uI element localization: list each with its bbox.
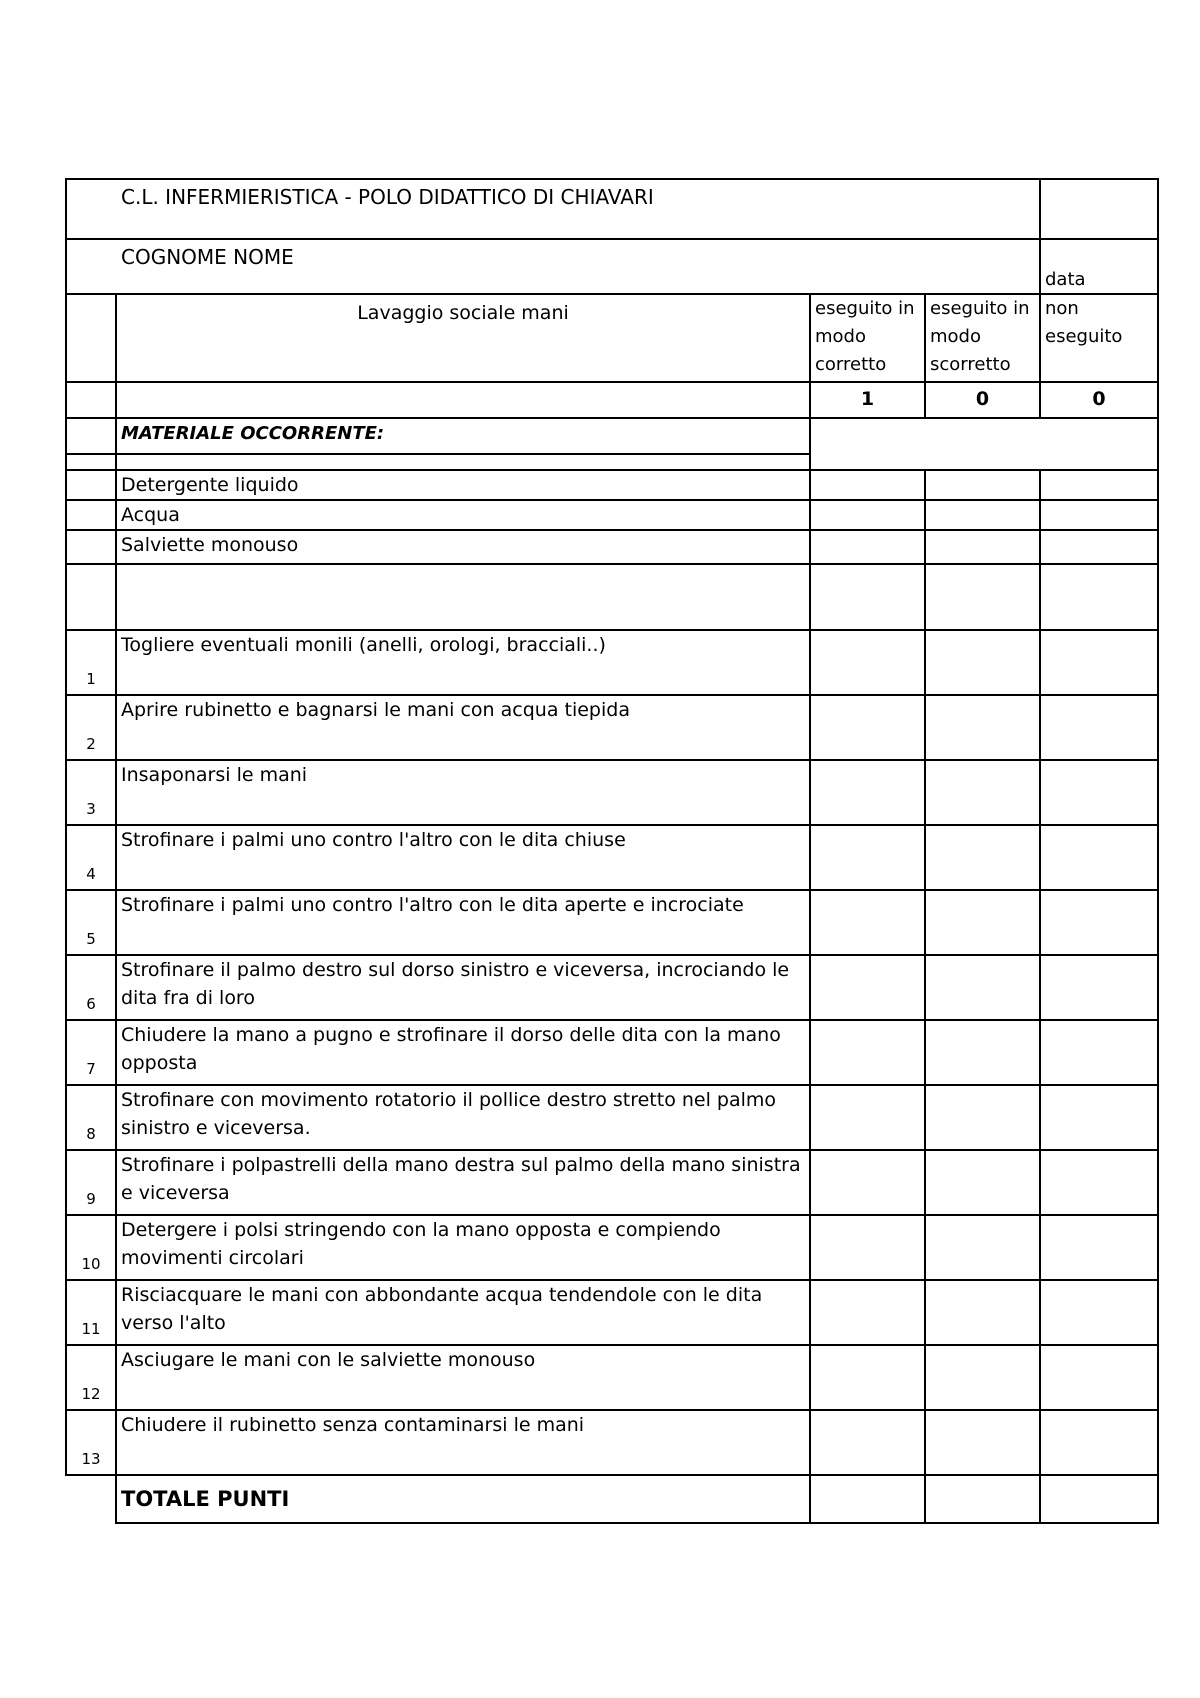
step-number: 2 <box>66 695 116 760</box>
step-number: 9 <box>66 1150 116 1215</box>
check-not-done-cell[interactable] <box>1040 470 1158 500</box>
col-incorrect-header: eseguito in modo scorretto <box>925 294 1040 382</box>
step-number: 4 <box>66 825 116 890</box>
total-correct-cell[interactable] <box>810 1475 925 1523</box>
step-row <box>66 630 1158 695</box>
step-number: 5 <box>66 890 116 955</box>
step-number: 1 <box>66 630 116 695</box>
step-row <box>66 1020 1158 1085</box>
total-not-done-cell[interactable] <box>1040 1475 1158 1523</box>
materials-merged-cell <box>810 418 1158 470</box>
blank-cell <box>66 530 116 564</box>
step-text: Strofinare il palmo destro sul dorso sinistro e viceversa, incrociando le dita fra di loro <box>116 955 810 1020</box>
total-label: TOTALE PUNTI <box>116 1475 810 1523</box>
blank-cell <box>66 294 116 382</box>
blank-cell <box>66 470 116 500</box>
step-text: Insaponarsi le mani <box>116 760 810 825</box>
step-row <box>66 1150 1158 1215</box>
header-blank-cell <box>1040 179 1158 239</box>
evaluation-table <box>65 178 1159 1524</box>
step-row <box>66 825 1158 890</box>
step-row <box>66 1345 1158 1410</box>
check-incorrect-cell[interactable] <box>925 630 1040 695</box>
material-row <box>66 500 1158 530</box>
material-row <box>66 470 1158 500</box>
blank-cell <box>66 418 116 454</box>
step-text: Chiudere il rubinetto senza contaminarsi le mani <box>116 1410 810 1475</box>
blank-cell <box>66 500 116 530</box>
blank-cell <box>66 454 116 470</box>
total-row <box>66 1475 1158 1523</box>
check-incorrect-cell[interactable] <box>925 530 1040 564</box>
material-item: Salviette monouso <box>116 530 810 564</box>
check-correct-cell[interactable] <box>810 890 925 955</box>
step-number: 8 <box>66 1085 116 1150</box>
check-not-done-cell[interactable] <box>1040 955 1158 1020</box>
check-correct-cell[interactable] <box>810 1150 925 1215</box>
step-row <box>66 1280 1158 1345</box>
check-incorrect-cell[interactable] <box>925 1150 1040 1215</box>
check-incorrect-cell[interactable] <box>925 1410 1040 1475</box>
check-incorrect-cell[interactable] <box>925 1215 1040 1280</box>
blank-cell <box>810 564 925 630</box>
step-row <box>66 1410 1158 1475</box>
step-text: Strofinare i palmi uno contro l'altro con le dita aperte e incrociate <box>116 890 810 955</box>
check-correct-cell[interactable] <box>810 695 925 760</box>
col-not-done-header: non eseguito <box>1040 294 1158 382</box>
check-incorrect-cell[interactable] <box>925 695 1040 760</box>
material-row <box>66 530 1158 564</box>
blank-cell <box>925 564 1040 630</box>
check-incorrect-cell[interactable] <box>925 1280 1040 1345</box>
check-correct-cell[interactable] <box>810 1215 925 1280</box>
check-not-done-cell[interactable] <box>1040 825 1158 890</box>
blank-cell <box>116 454 810 470</box>
check-not-done-cell[interactable] <box>1040 530 1158 564</box>
blank-cell <box>116 382 810 418</box>
blank-cell <box>1040 564 1158 630</box>
step-text: Risciacquare le mani con abbondante acqua tendendole con le dita verso l'alto <box>116 1280 810 1345</box>
check-incorrect-cell[interactable] <box>925 760 1040 825</box>
procedure-title: Lavaggio sociale mani <box>116 294 810 382</box>
check-correct-cell[interactable] <box>810 500 925 530</box>
step-number: 10 <box>66 1215 116 1280</box>
blank-cell <box>66 382 116 418</box>
check-not-done-cell[interactable] <box>1040 1020 1158 1085</box>
materials-heading: MATERIALE OCCORRENTE: <box>116 418 810 454</box>
name-label: COGNOME NOME <box>66 239 1040 294</box>
step-row <box>66 890 1158 955</box>
check-correct-cell[interactable] <box>810 955 925 1020</box>
step-row <box>66 695 1158 760</box>
step-number: 13 <box>66 1410 116 1475</box>
step-text: Aprire rubinetto e bagnarsi le mani con acqua tiepida <box>116 695 810 760</box>
check-not-done-cell[interactable] <box>1040 890 1158 955</box>
check-correct-cell[interactable] <box>810 530 925 564</box>
check-correct-cell[interactable] <box>810 470 925 500</box>
material-item: Detergente liquido <box>116 470 810 500</box>
check-not-done-cell[interactable] <box>1040 1150 1158 1215</box>
blank-cell <box>116 564 810 630</box>
step-text: Strofinare i palmi uno contro l'altro con le dita chiuse <box>116 825 810 890</box>
check-not-done-cell[interactable] <box>1040 760 1158 825</box>
check-not-done-cell[interactable] <box>1040 1085 1158 1150</box>
step-number: 7 <box>66 1020 116 1085</box>
check-incorrect-cell[interactable] <box>925 890 1040 955</box>
score-correct: 1 <box>810 382 925 418</box>
check-correct-cell[interactable] <box>810 1410 925 1475</box>
step-number: 11 <box>66 1280 116 1345</box>
step-number: 12 <box>66 1345 116 1410</box>
institution-title: C.L. INFERMIERISTICA - POLO DIDATTICO DI CHIAVARI <box>66 179 1040 239</box>
step-text: Strofinare con movimento rotatorio il pollice destro stretto nel palmo sinistro e viceversa. <box>116 1085 810 1150</box>
check-correct-cell[interactable] <box>810 630 925 695</box>
check-correct-cell[interactable] <box>810 1085 925 1150</box>
check-not-done-cell[interactable] <box>1040 1280 1158 1345</box>
check-not-done-cell[interactable] <box>1040 500 1158 530</box>
step-text: Asciugare le mani con le salviette monouso <box>116 1345 810 1410</box>
step-row <box>66 1085 1158 1150</box>
step-text: Chiudere la mano a pugno e strofinare il dorso delle dita con la mano opposta <box>116 1020 810 1085</box>
step-text: Detergere i polsi stringendo con la mano opposta e compiendo movimenti circolari <box>116 1215 810 1280</box>
check-incorrect-cell[interactable] <box>925 955 1040 1020</box>
check-not-done-cell[interactable] <box>1040 695 1158 760</box>
blank-cell <box>66 564 116 630</box>
score-not-done: 0 <box>1040 382 1158 418</box>
step-text: Strofinare i polpastrelli della mano destra sul palmo della mano sinistra e viceversa <box>116 1150 810 1215</box>
check-correct-cell[interactable] <box>810 760 925 825</box>
check-incorrect-cell[interactable] <box>925 1345 1040 1410</box>
check-not-done-cell[interactable] <box>1040 1345 1158 1410</box>
blank-cell <box>66 1475 116 1523</box>
check-correct-cell[interactable] <box>810 1020 925 1085</box>
step-row <box>66 1215 1158 1280</box>
check-incorrect-cell[interactable] <box>925 1085 1040 1150</box>
step-row <box>66 955 1158 1020</box>
check-correct-cell[interactable] <box>810 1345 925 1410</box>
check-not-done-cell[interactable] <box>1040 1215 1158 1280</box>
check-not-done-cell[interactable] <box>1040 630 1158 695</box>
step-row <box>66 760 1158 825</box>
score-incorrect: 0 <box>925 382 1040 418</box>
total-incorrect-cell[interactable] <box>925 1475 1040 1523</box>
check-incorrect-cell[interactable] <box>925 500 1040 530</box>
step-number: 6 <box>66 955 116 1020</box>
material-item: Acqua <box>116 500 810 530</box>
date-label: data <box>1040 239 1158 294</box>
check-incorrect-cell[interactable] <box>925 825 1040 890</box>
check-correct-cell[interactable] <box>810 1280 925 1345</box>
check-correct-cell[interactable] <box>810 825 925 890</box>
check-incorrect-cell[interactable] <box>925 470 1040 500</box>
check-not-done-cell[interactable] <box>1040 1410 1158 1475</box>
step-text: Togliere eventuali monili (anelli, orologi, bracciali..) <box>116 630 810 695</box>
step-number: 3 <box>66 760 116 825</box>
check-incorrect-cell[interactable] <box>925 1020 1040 1085</box>
col-correct-header: eseguito in modo corretto <box>810 294 925 382</box>
